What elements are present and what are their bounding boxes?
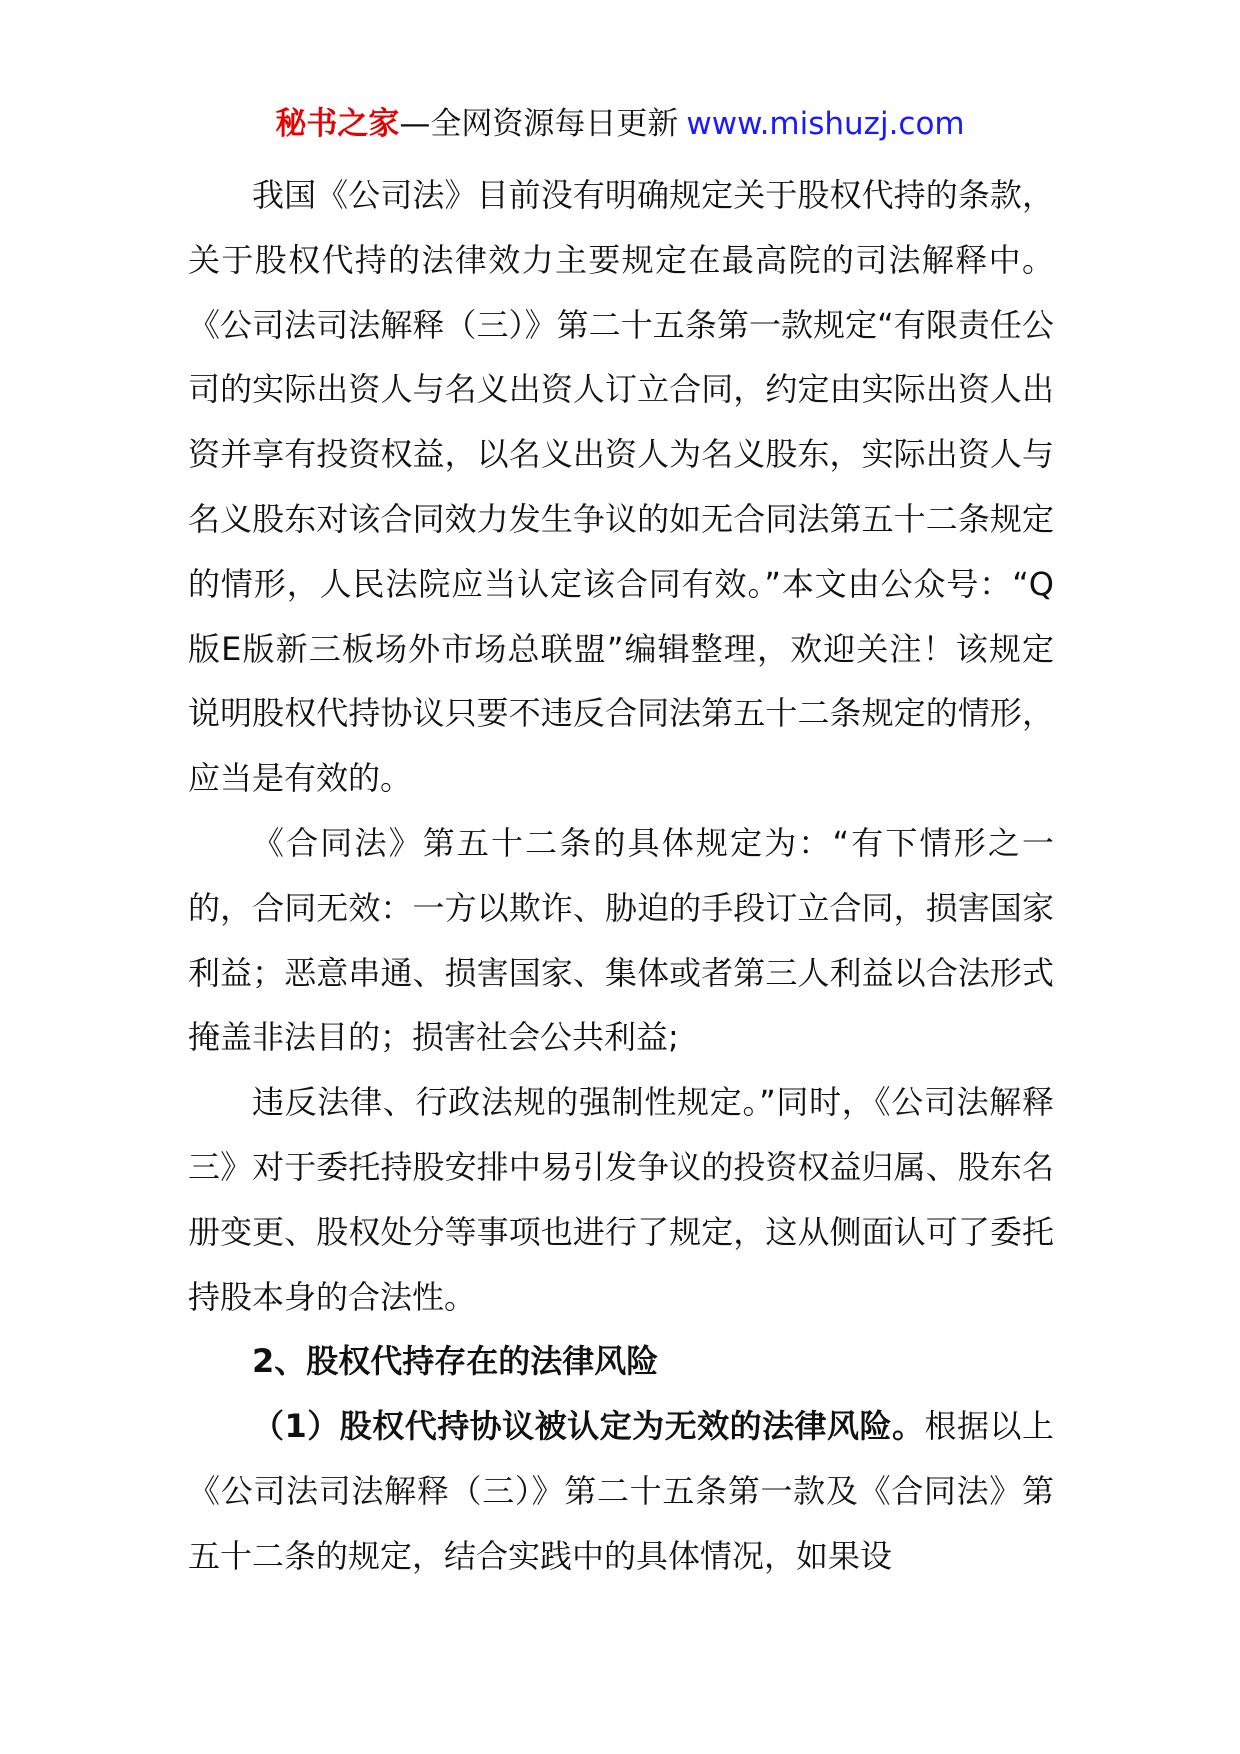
paragraph-4-lead: （1）股权代持协议被认定为无效的法律风险。 (252, 1407, 925, 1446)
section-heading: 2、股权代持存在的法律风险 (252, 1342, 659, 1381)
page-header (0, 102, 1240, 146)
paragraph-4-text: 根据以上《公司法司法解释（三）》第二十五条第一款及《合同法》第五十二条的规定，结合实践中的具体情况，如果设 (188, 1407, 1054, 1575)
paragraph-1: 我国《公司法》目前没有明确规定关于股权代持的条款，关于股权代持的法律效力主要规定在最高院的司法解释中。《公司法司法解释（三）》第二十五条第一款规定“有限责任公司的实际出资人与名义出资人订立合同，约定由实际出资人出资并享有投资权益，以名义出资人为名义股东，实际出资人与名义股东对该合同效力发生争议的如无合同法第五十二条规定的情形，人民法院应当认定该合同有效。”本文由公众号：“Q版E版新三板场外市场总联盟”编辑整理，欢迎关注！该规定说明股权代持协议只要不违反合同法第五十二条规定的情形，应当是有效的。 (188, 176, 1054, 798)
paragraph-2: 《合同法》第五十二条的具体规定为：“有下情形之一的，合同无效：一方以欺诈、胁迫的手段订立合同，损害国家利益；恶意串通、损害国家、集体或者第三人利益以合法形式掩盖非法目的；损害社会公共利益; (188, 823, 1054, 1057)
header-url-link[interactable]: www.mishuzj.com (686, 106, 965, 142)
paragraph-4 (188, 1394, 1054, 1588)
header-tagline: —全网资源每日更新 (399, 106, 679, 142)
header-brand: 秘书之家 (275, 106, 400, 142)
document-body (188, 163, 1054, 1589)
paragraph-3: 违反法律、行政法规的强制性规定。”同时，《公司法解释三》对于委托持股安排中易引发争议的投资权益归属、股东名册变更、股权处分等事项也进行了规定，这从侧面认可了委托持股本身的合法性。 (188, 1083, 1054, 1316)
